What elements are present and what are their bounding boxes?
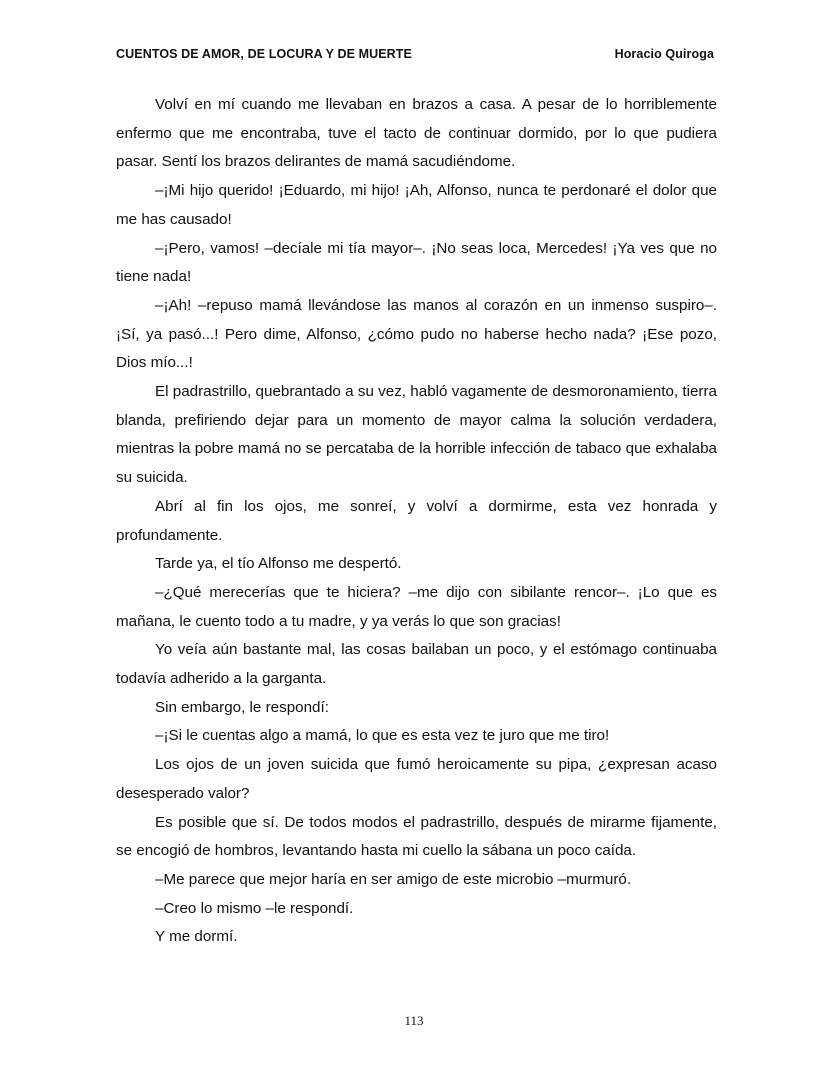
book-title: CUENTOS DE AMOR, DE LOCURA Y DE MUERTE xyxy=(116,47,412,61)
paragraph: El padrastrillo, quebrantado a su vez, habló vagamente de desmoronamiento, tierra blanda, prefiriendo dejar para un momento de mayor calma la solución verdadera, mientras la pobre mamá no se percataba de la horrible infección de tabaco que exhalaba su suicida. xyxy=(116,383,717,487)
paragraph: Volví en mí cuando me llevaban en brazos a casa. A pesar de lo horriblemente enfermo que me encontraba, tuve el tacto de continuar dormido, por lo que pudiera pasar. Sentí los brazos delirantes de mamá sacudiéndome. xyxy=(116,96,717,171)
paragraph: Sin embargo, le respondí: xyxy=(155,698,329,716)
paragraph: –¡Pero, vamos! –decíale mi tía mayor–. ¡No seas loca, Mercedes! ¡Ya ves que no tiene nada! xyxy=(116,239,717,286)
paragraph: –¡Ah! –repuso mamá llevándose las manos al corazón en un inmenso suspiro–. ¡Sí, ya pasó...! Pero dime, Alfonso, ¿cómo pudo no haberse hecho nada? ¡Ese pozo, Dios mío...! xyxy=(116,296,717,372)
paragraph: –Me parece que mejor haría en ser amigo de este microbio –murmuró. xyxy=(155,870,632,888)
paragraph: Yo veía aún bastante mal, las cosas bailaban un poco, y el estómago continuaba todavía adherido a la garganta. xyxy=(116,641,717,688)
paragraph: Y me dormí. xyxy=(155,928,238,946)
paragraph: –¡Mi hijo querido! ¡Eduardo, mi hijo! ¡Ah, Alfonso, nunca te perdonaré el dolor que me has causado! xyxy=(116,182,717,228)
body-text xyxy=(116,91,717,952)
author-name: Horacio Quiroga xyxy=(614,47,714,61)
paragraph: Es posible que sí. De todos modos el padrastrillo, después de mirarme fijamente, se encogió de hombros, levantando hasta mi cuello la sábana un poco caída. xyxy=(116,813,717,860)
paragraph: Los ojos de un joven suicida que fumó heroicamente su pipa, ¿expresan acaso desesperado valor? xyxy=(116,756,717,802)
paragraph: Abrí al fin los ojos, me sonreí, y volví a dormirme, esta vez honrada y profundamente. xyxy=(116,497,717,544)
paragraph: Tarde ya, el tío Alfonso me despertó. xyxy=(155,555,402,573)
paragraph: –Creo lo mismo –le respondí. xyxy=(155,899,354,917)
paragraph: –¿Qué merecerías que te hiciera? –me dijo con sibilante rencor–. ¡Lo que es mañana, le cuento todo a tu madre, y ya verás lo que son gracias! xyxy=(116,583,717,630)
paragraph: –¡Si le cuentas algo a mamá, lo que es esta vez te juro que me tiro! xyxy=(155,727,610,745)
page-number: 113 xyxy=(404,1013,424,1028)
running-header xyxy=(116,47,714,61)
